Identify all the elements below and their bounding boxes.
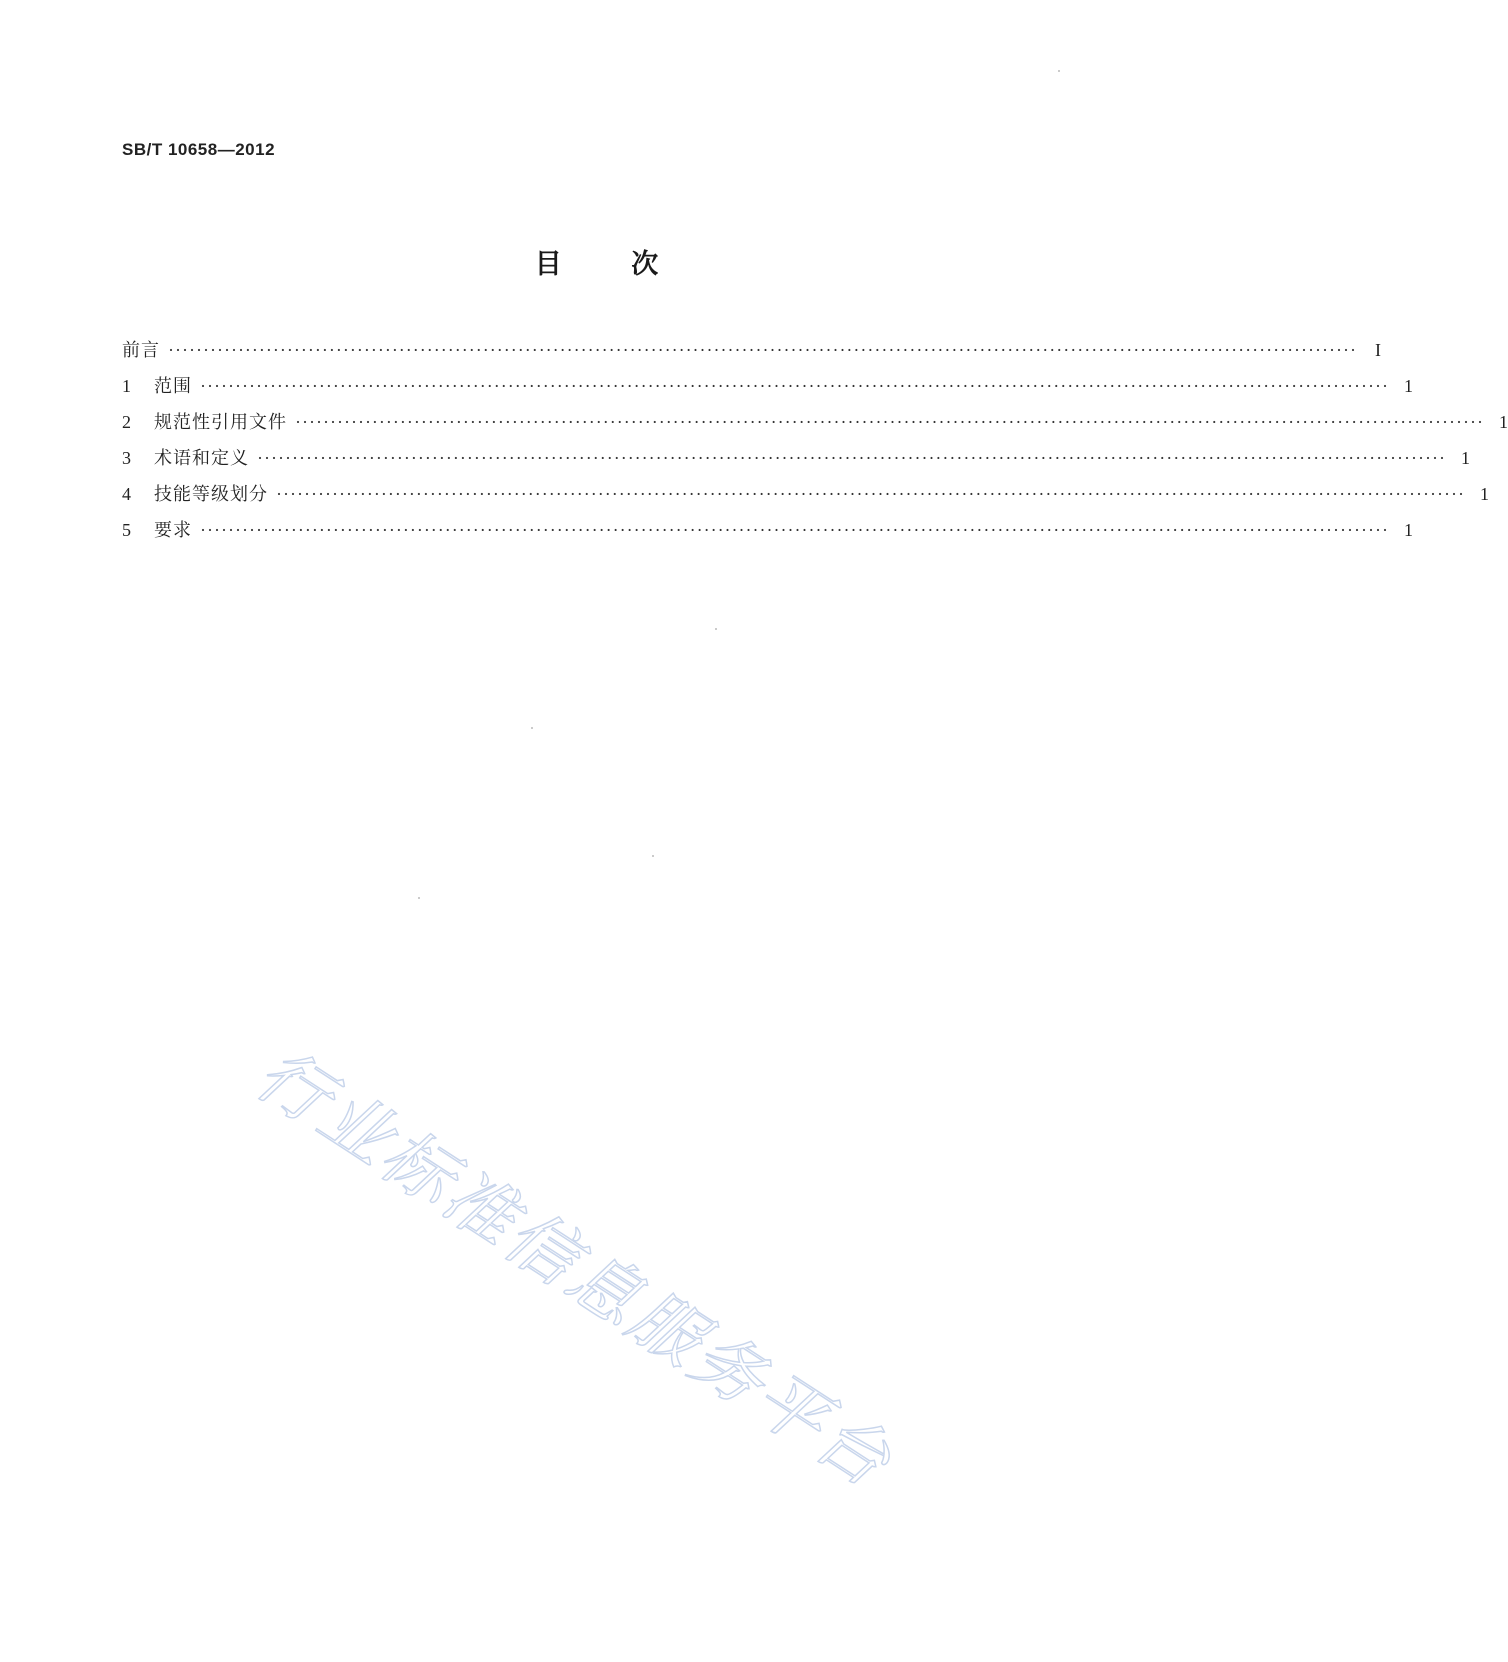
toc-entry-number: 4 — [122, 484, 131, 504]
toc-entry-label: 术语和定义 — [154, 448, 249, 469]
toc-entry-terms-definitions[interactable] — [122, 444, 1471, 480]
toc-entry-number: 3 — [122, 448, 131, 468]
scan-speck — [652, 855, 654, 857]
toc-entry-page: 1 — [1461, 448, 1471, 468]
toc-leader-dots: ·········································································································································································· — [200, 520, 1390, 540]
toc-entry-label: 前言 — [122, 340, 160, 361]
watermark-text: 行业标准信息服务平台 — [242, 1032, 908, 1505]
toc-leader-dots: ·········································································································································································· — [276, 484, 1466, 504]
toc-entry-foreword[interactable] — [122, 336, 1382, 372]
toc-entry-page: 1 — [1404, 520, 1414, 540]
toc-entry-label: 要求 — [154, 520, 192, 541]
toc-entry-scope[interactable] — [122, 372, 1414, 408]
scan-speck — [531, 727, 533, 729]
toc-leader-dots: ·········································································································································································· — [257, 448, 1447, 468]
scan-speck — [715, 628, 717, 630]
toc-title-char-2: 次 — [631, 249, 659, 280]
toc-entry-page: 1 — [1404, 376, 1414, 396]
toc-entry-page: 1 — [1499, 412, 1508, 432]
scan-speck — [418, 897, 420, 899]
toc-entry-label: 技能等级划分 — [154, 484, 268, 505]
toc-title-char-1: 目 — [534, 249, 562, 280]
toc-leader-dots: ·········································································································································································· — [295, 412, 1485, 432]
toc-title — [0, 242, 1193, 281]
toc-entry-number: 5 — [122, 520, 131, 540]
toc-entry-normative-references[interactable] — [122, 408, 1508, 444]
toc-entry-number: 2 — [122, 412, 131, 432]
toc-entry-skill-levels[interactable] — [122, 480, 1490, 516]
toc-list — [122, 336, 1508, 552]
toc-entry-label: 规范性引用文件 — [154, 412, 287, 433]
toc-entry-number: 1 — [122, 376, 131, 396]
standard-code: SB/T 10658—2012 — [122, 140, 276, 159]
toc-entry-label: 范围 — [154, 376, 192, 397]
toc-entry-page: 1 — [1480, 484, 1490, 504]
scan-speck — [1058, 70, 1060, 72]
toc-entry-page: I — [1375, 340, 1382, 360]
toc-leader-dots: ·········································································································································································· — [200, 376, 1390, 396]
toc-entry-requirements[interactable] — [122, 516, 1414, 552]
toc-leader-dots: ·········································································································································································· — [168, 340, 1358, 360]
